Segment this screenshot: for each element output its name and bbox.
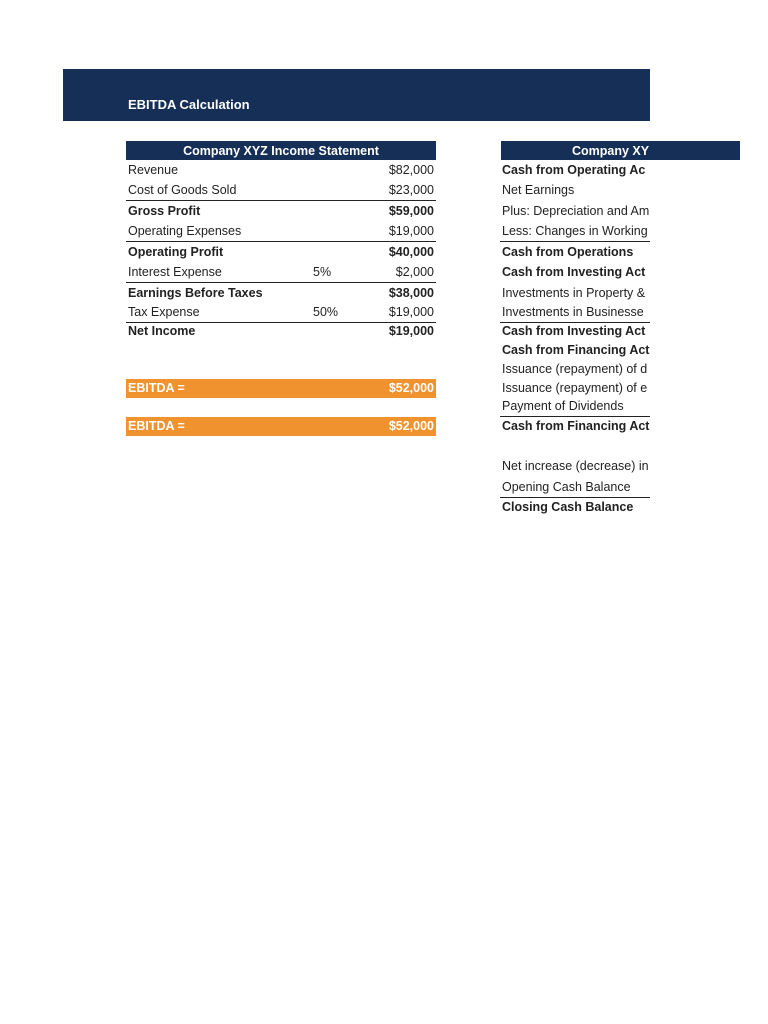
row-label: Gross Profit [128, 204, 201, 218]
row-value: $59,000 [388, 204, 434, 218]
cf-row [500, 303, 650, 323]
row-label: Less: Changes in Working [502, 224, 648, 238]
row-label: Cash from Financing Act [502, 419, 650, 433]
row-label: Closing Cash Balance [502, 500, 634, 514]
ebitda-row-1 [126, 379, 436, 398]
row-label: Net increase (decrease) in [502, 459, 649, 473]
cf-row [500, 202, 650, 221]
cf-row [500, 222, 650, 242]
income-statement-header: Company XYZ Income Statement [126, 141, 436, 160]
ebitda-value: $52,000 [388, 419, 434, 433]
row-value: $19,000 [388, 324, 434, 338]
row-label: Investments in Businesse [502, 305, 644, 319]
row-label: Earnings Before Taxes [128, 286, 263, 300]
cf-row [500, 360, 650, 379]
title-banner [63, 69, 650, 121]
row-label: Cash from Operations [502, 245, 634, 259]
income-row-revenue [126, 161, 436, 180]
row-value: $40,000 [388, 245, 434, 259]
income-row-cogs [126, 181, 436, 201]
cf-row [500, 243, 650, 262]
row-label: Net Income [128, 324, 196, 338]
row-value: $38,000 [388, 286, 434, 300]
row-label: Cost of Goods Sold [128, 183, 237, 197]
row-value: $19,000 [388, 305, 434, 319]
cf-row [500, 498, 650, 517]
cf-row [500, 341, 650, 360]
cf-row [500, 322, 650, 341]
income-row-operating-expenses [126, 222, 436, 242]
income-row-gross-profit [126, 202, 436, 221]
page-title: EBITDA Calculation [128, 97, 250, 112]
ebitda-row-2 [126, 417, 436, 436]
income-row-interest-expense [126, 263, 436, 283]
row-label: Issuance (repayment) of d [502, 362, 648, 376]
row-label: Cash from Financing Act [502, 343, 650, 357]
income-row-net-income [126, 322, 436, 341]
cash-flow-header: Company XY [501, 141, 740, 160]
row-value: $2,000 [395, 265, 434, 279]
row-label: Revenue [128, 163, 179, 177]
cash-flow-table [500, 140, 650, 540]
row-label: Net Earnings [502, 183, 575, 197]
cf-row [500, 457, 650, 476]
cf-row [500, 181, 650, 200]
row-label: Tax Expense [128, 305, 200, 319]
ebitda-label: EBITDA = [128, 381, 185, 395]
cf-row [500, 284, 650, 303]
row-label: Issuance (repayment) of e [502, 381, 648, 395]
row-label: Cash from Operating Ac [502, 163, 646, 177]
row-label: Cash from Investing Act [502, 324, 646, 338]
row-label: Plus: Depreciation and Am [502, 204, 650, 218]
row-value: $23,000 [388, 183, 434, 197]
income-row-ebt [126, 284, 436, 303]
row-label: Payment of Dividends [502, 399, 624, 413]
cf-row [500, 263, 650, 282]
row-label: Operating Profit [128, 245, 224, 259]
row-label: Operating Expenses [128, 224, 242, 238]
cf-row [500, 379, 650, 398]
row-rate: 5% [313, 265, 332, 279]
income-row-operating-profit [126, 243, 436, 262]
income-row-tax-expense [126, 303, 436, 323]
cf-row [500, 397, 650, 417]
row-label: Interest Expense [128, 265, 222, 279]
row-label: Investments in Property & [502, 286, 646, 300]
row-rate: 50% [313, 305, 339, 319]
cf-row [500, 417, 650, 436]
row-label: Opening Cash Balance [502, 480, 631, 494]
cf-row [500, 478, 650, 498]
row-value: $82,000 [388, 163, 434, 177]
row-value: $19,000 [388, 224, 434, 238]
row-label: Cash from Investing Act [502, 265, 646, 279]
cf-row [500, 161, 650, 180]
ebitda-value: $52,000 [388, 381, 434, 395]
ebitda-label: EBITDA = [128, 419, 185, 433]
